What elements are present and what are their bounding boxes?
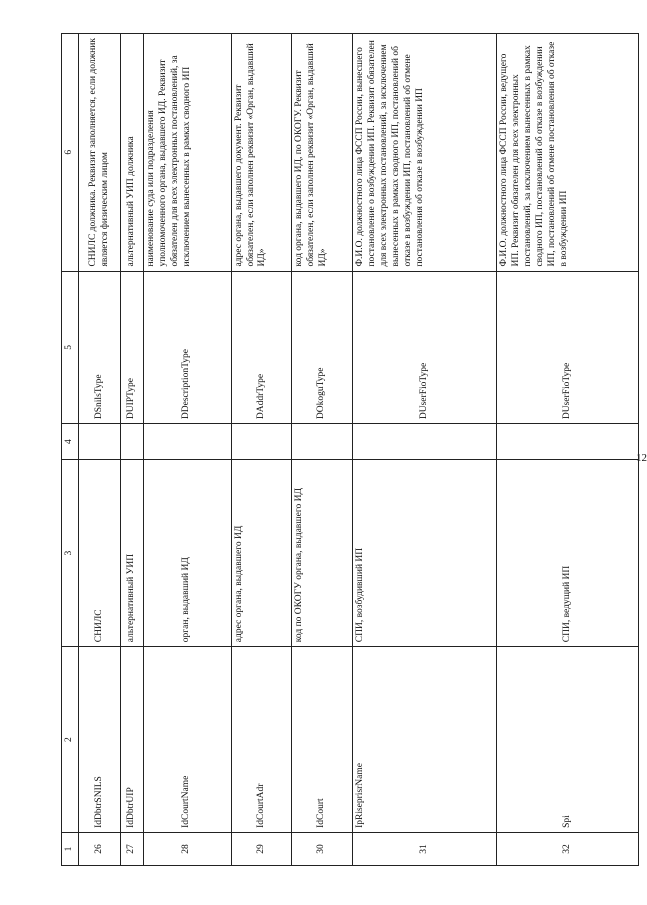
requisites-table xyxy=(61,33,639,866)
column-4-cell xyxy=(143,424,231,460)
element-code: IdCourtAdr xyxy=(231,647,292,833)
element-description: СНИЛС должника. Реквизит заполняется, если должник является физическим лицом xyxy=(78,34,121,272)
element-type: DOkoguType xyxy=(292,271,353,424)
header-cell: 3 xyxy=(62,460,79,647)
column-4-cell xyxy=(78,424,121,460)
element-type: DUserFioType xyxy=(497,271,639,424)
row-number: 26 xyxy=(78,832,121,865)
element-description: альтернативный УИП должника xyxy=(121,34,144,272)
column-4-cell xyxy=(121,424,144,460)
element-name: код по ОКОГУ органа, выдавшего ИД xyxy=(292,460,353,647)
element-type: DAddrType xyxy=(231,271,292,424)
element-description: адрес органа, выдавшего документ. Реквизит обязателен, если заполнен реквизит «Орган, выдавший ИД» xyxy=(231,34,292,272)
column-4-cell xyxy=(497,424,639,460)
header-cell: 1 xyxy=(62,832,79,865)
row-number: 30 xyxy=(292,832,353,865)
element-code: IpRiseprisrName xyxy=(353,647,497,833)
element-type: DUIPType xyxy=(121,271,144,424)
element-name: СНИЛС xyxy=(78,460,121,647)
element-name: адрес органа, выдавшего ИД xyxy=(231,460,292,647)
element-name: альтернативный УИП xyxy=(121,460,144,647)
element-code: IdDbtrSNILS xyxy=(78,647,121,833)
element-code: IdDbtrUIP xyxy=(121,647,144,833)
element-type: DUserFioType xyxy=(353,271,497,424)
element-code: Spi xyxy=(497,647,639,833)
element-code: IdCourt xyxy=(292,647,353,833)
column-4-cell xyxy=(292,424,353,460)
row-number: 28 xyxy=(143,832,231,865)
page-number: 12 xyxy=(636,452,647,464)
element-description: код органа, выдавшего ИД, по ОКОГУ. Реквизит обязателен, если заполнен реквизит «Орган, выдавший ИД» xyxy=(292,34,353,272)
row-number: 32 xyxy=(497,832,639,865)
element-name: СПИ, возбудивший ИП xyxy=(353,460,497,647)
element-type: DSnilsType xyxy=(78,271,121,424)
table-row xyxy=(497,34,639,866)
element-code: IdCourtName xyxy=(143,647,231,833)
header-cell: 6 xyxy=(62,34,79,272)
table-row xyxy=(292,34,353,866)
header-cell: 2 xyxy=(62,647,79,833)
header-cell: 5 xyxy=(62,271,79,424)
element-description: Ф.И.О. должностного лица ФССП России, ведущего ИП. Реквизит обязателен для всех электронных постановлений, за исключением вынесенных в рамках сводного ИП, постановлений об отказе в возбуждении ИП, постановлений об отмене постановления об отказе в возбуждении ИП xyxy=(497,34,639,272)
row-number: 27 xyxy=(121,832,144,865)
table-header-row xyxy=(62,34,79,866)
table-row xyxy=(121,34,144,866)
element-description: Ф.И.О. должностного лица ФССП России, вынесшего постановление о возбуждении ИП. Реквизит обязателен для всех электронных постановлений, за исключением вынесенных в рамках сводного ИП, постановлений об отказе в возбуждении ИП, постановлений об отмене постановления об отказе в возбуждении ИП xyxy=(353,34,497,272)
document-table-rotated xyxy=(61,33,639,866)
header-cell: 4 xyxy=(62,424,79,460)
row-number: 29 xyxy=(231,832,292,865)
table-row xyxy=(353,34,497,866)
element-description: наименование суда или подразделения уполномоченного органа, выдавшего ИД. Реквизит обязателен для всех электронных постановлений, за исключением вынесенных в рамках сводного ИП xyxy=(143,34,231,272)
table-row xyxy=(78,34,121,866)
element-type: DDescriptionType xyxy=(143,271,231,424)
column-4-cell xyxy=(353,424,497,460)
table-row xyxy=(143,34,231,866)
column-4-cell xyxy=(231,424,292,460)
table-row xyxy=(231,34,292,866)
element-name: СПИ, ведущий ИП xyxy=(497,460,639,647)
element-name: орган, выдавший ИД xyxy=(143,460,231,647)
row-number: 31 xyxy=(353,832,497,865)
